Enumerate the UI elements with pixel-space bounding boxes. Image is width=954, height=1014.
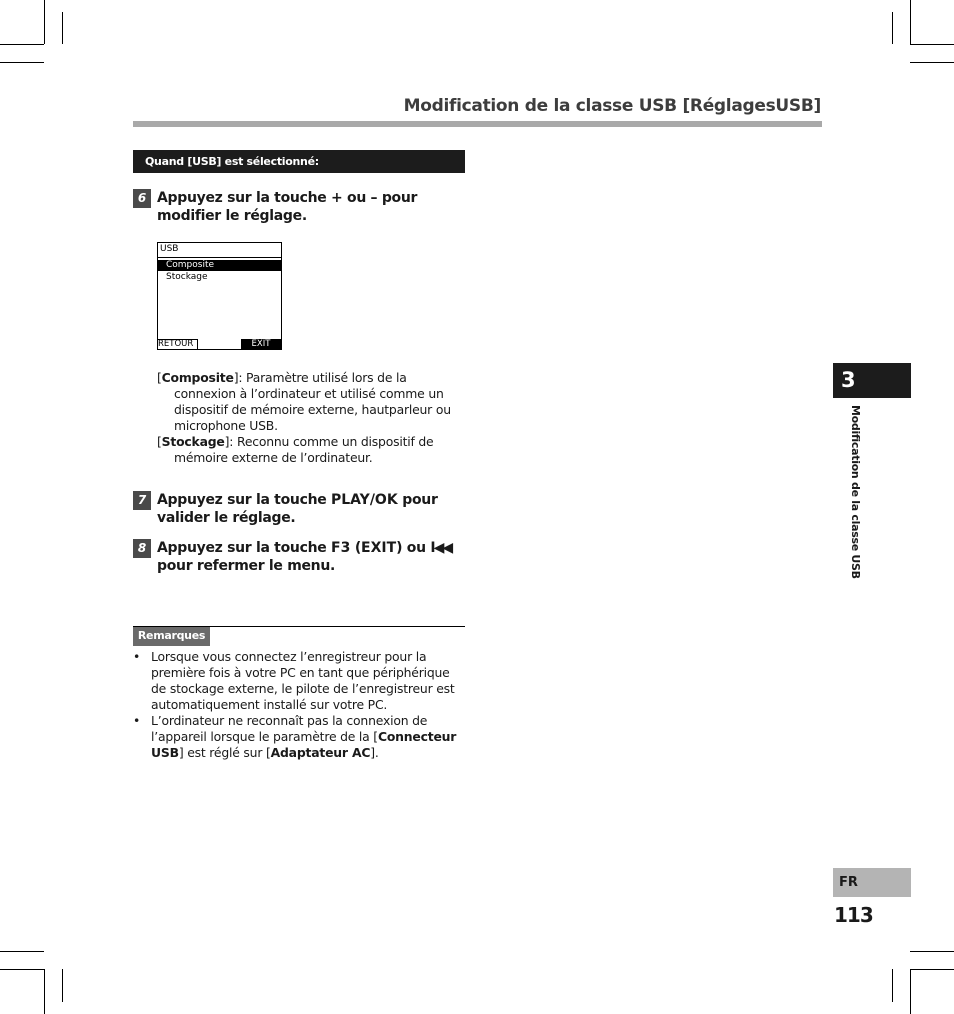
key-f3: F3 [331,540,351,556]
page-number: 113 [834,903,873,927]
softkey-back: RETOUR [158,339,198,349]
step-number: 7 [133,491,151,510]
crop-mark [892,969,893,1002]
language-tab: FR [833,868,911,897]
screen-item: Stockage [166,272,208,282]
step-number: 6 [133,189,151,208]
screen-divider [158,257,281,258]
term: Composite [161,370,234,385]
step-text: Appuyez sur la touche F3 (EXIT) ou I◀◀ pour refermer le menu. [157,540,452,574]
crop-mark [910,44,954,45]
crop-mark [0,44,44,45]
chapter-tab: 3 [833,363,911,398]
key-play-ok: PLAY/OK [331,492,398,508]
crop-mark [910,969,954,970]
list-item: • L’ordinateur ne reconnaît pas la connexion de l’appareil lorsque le paramètre de la [Connecteur USB] est réglé sur [Adaptateur AC]. [133,713,457,760]
definition-stockage: [Stockage]: Reconnu comme un dispositif de mémoire externe de l’ordinateur. [157,434,434,465]
step-6 [133,189,468,229]
softkey-exit: EXIT [241,339,281,349]
step-text: Appuyez sur la touche PLAY/OK pour valider le réglage. [157,492,438,526]
crop-mark [892,12,893,44]
crop-mark [910,62,954,63]
crop-mark [0,951,44,952]
crop-mark [910,0,911,44]
definition-composite: [Composite]: Paramètre utilisé lors de la connexion à l’ordinateur et utilisé comme un dispositif de mémoire externe, hautparleur ou microphone USB. [157,370,451,433]
term: Stockage [161,434,225,449]
screen-title: USB [160,244,179,254]
step-number: 8 [133,539,151,558]
header-rule [133,121,822,127]
skip-back-icon: I◀◀ [430,540,452,556]
remarks-label: Remarques [133,627,210,646]
crop-mark [62,969,63,1002]
remarks-list [133,649,467,761]
device-screen [157,242,282,350]
step-7 [133,491,468,531]
crop-mark [62,12,63,44]
definitions [157,370,467,466]
key-exit: EXIT [361,540,397,556]
bullet: • [133,649,141,664]
crop-mark [910,969,911,1014]
crop-mark [44,0,45,44]
crop-mark [0,969,44,970]
bullet: • [133,713,141,728]
screen-item-selected: Composite [158,260,281,271]
crop-mark [0,62,44,63]
chapter-label: Modification de la classe USB [849,405,862,579]
step-text: Appuyez sur la touche + ou – pour modifier le réglage. [157,190,418,224]
section-label: Quand [USB] est sélectionné: [133,150,465,173]
crop-mark [44,969,45,1014]
list-item: • Lorsque vous connectez l’enregistreur pour la première fois à votre PC en tant que périphérique de stockage externe, le pilote de l’enregistreur est automatiquement installé sur votre PC. [133,649,455,712]
crop-mark [910,951,954,952]
page-title: Modification de la classe USB [RéglagesUSB] [403,96,821,116]
step-8 [133,539,468,579]
